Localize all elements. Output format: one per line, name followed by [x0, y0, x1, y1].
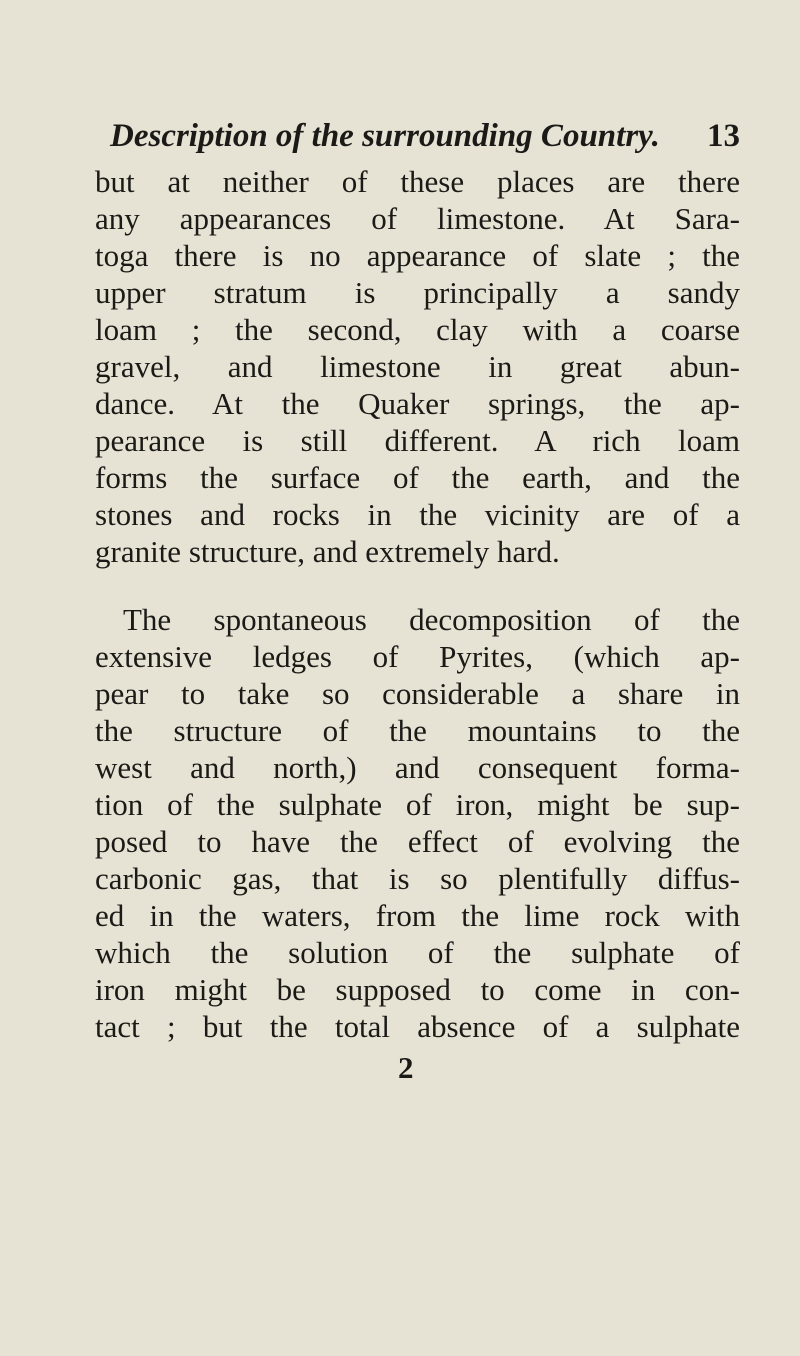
paragraph-1	[95, 163, 740, 570]
text-line: forms the surface of the earth, and the	[95, 460, 740, 495]
paragraph-2	[95, 601, 740, 1045]
text-line: which the solution of the sulphate of	[95, 935, 740, 970]
text-line: extensive ledges of Pyrites, (which ap-	[95, 639, 740, 674]
text-line: pearance is still different. A rich loam	[95, 423, 740, 458]
text-line: any appearances of limestone. At Sara-	[95, 201, 740, 236]
text-line: ed in the waters, from the lime rock with	[95, 898, 740, 933]
text-line: loam ; the second, clay with a coarse	[95, 312, 740, 347]
text-line: tact ; but the total absence of a sulphate	[95, 1009, 740, 1044]
text-line: tion of the sulphate of iron, might be sup-	[95, 787, 740, 822]
text-line: The spontaneous decomposition of the	[123, 602, 740, 637]
text-line: toga there is no appearance of slate ; the	[95, 238, 740, 273]
text-line: dance. At the Quaker springs, the ap-	[95, 386, 740, 421]
text-line: gravel, and limestone in great abun-	[95, 349, 740, 384]
text-line: iron might be supposed to come in con-	[95, 972, 740, 1007]
signature-mark: 2	[398, 1050, 414, 1085]
body-text	[95, 163, 740, 1045]
text-line: upper stratum is principally a sandy	[95, 275, 740, 310]
text-line: granite structure, and extremely hard.	[95, 534, 560, 569]
text-line: but at neither of these places are there	[95, 164, 740, 199]
page-number: 13	[707, 118, 740, 154]
running-header	[110, 118, 740, 162]
text-line: carbonic gas, that is so plentifully diffus-	[95, 861, 740, 896]
paragraph-gap	[95, 570, 740, 601]
running-title: Description of the surrounding Country.	[110, 118, 660, 154]
text-line: west and north,) and consequent forma-	[95, 750, 740, 785]
text-line: posed to have the effect of evolving the	[95, 824, 740, 859]
text-line: pear to take so considerable a share in	[95, 676, 740, 711]
text-line: the structure of the mountains to the	[95, 713, 740, 748]
text-line: stones and rocks in the vicinity are of a	[95, 497, 740, 532]
